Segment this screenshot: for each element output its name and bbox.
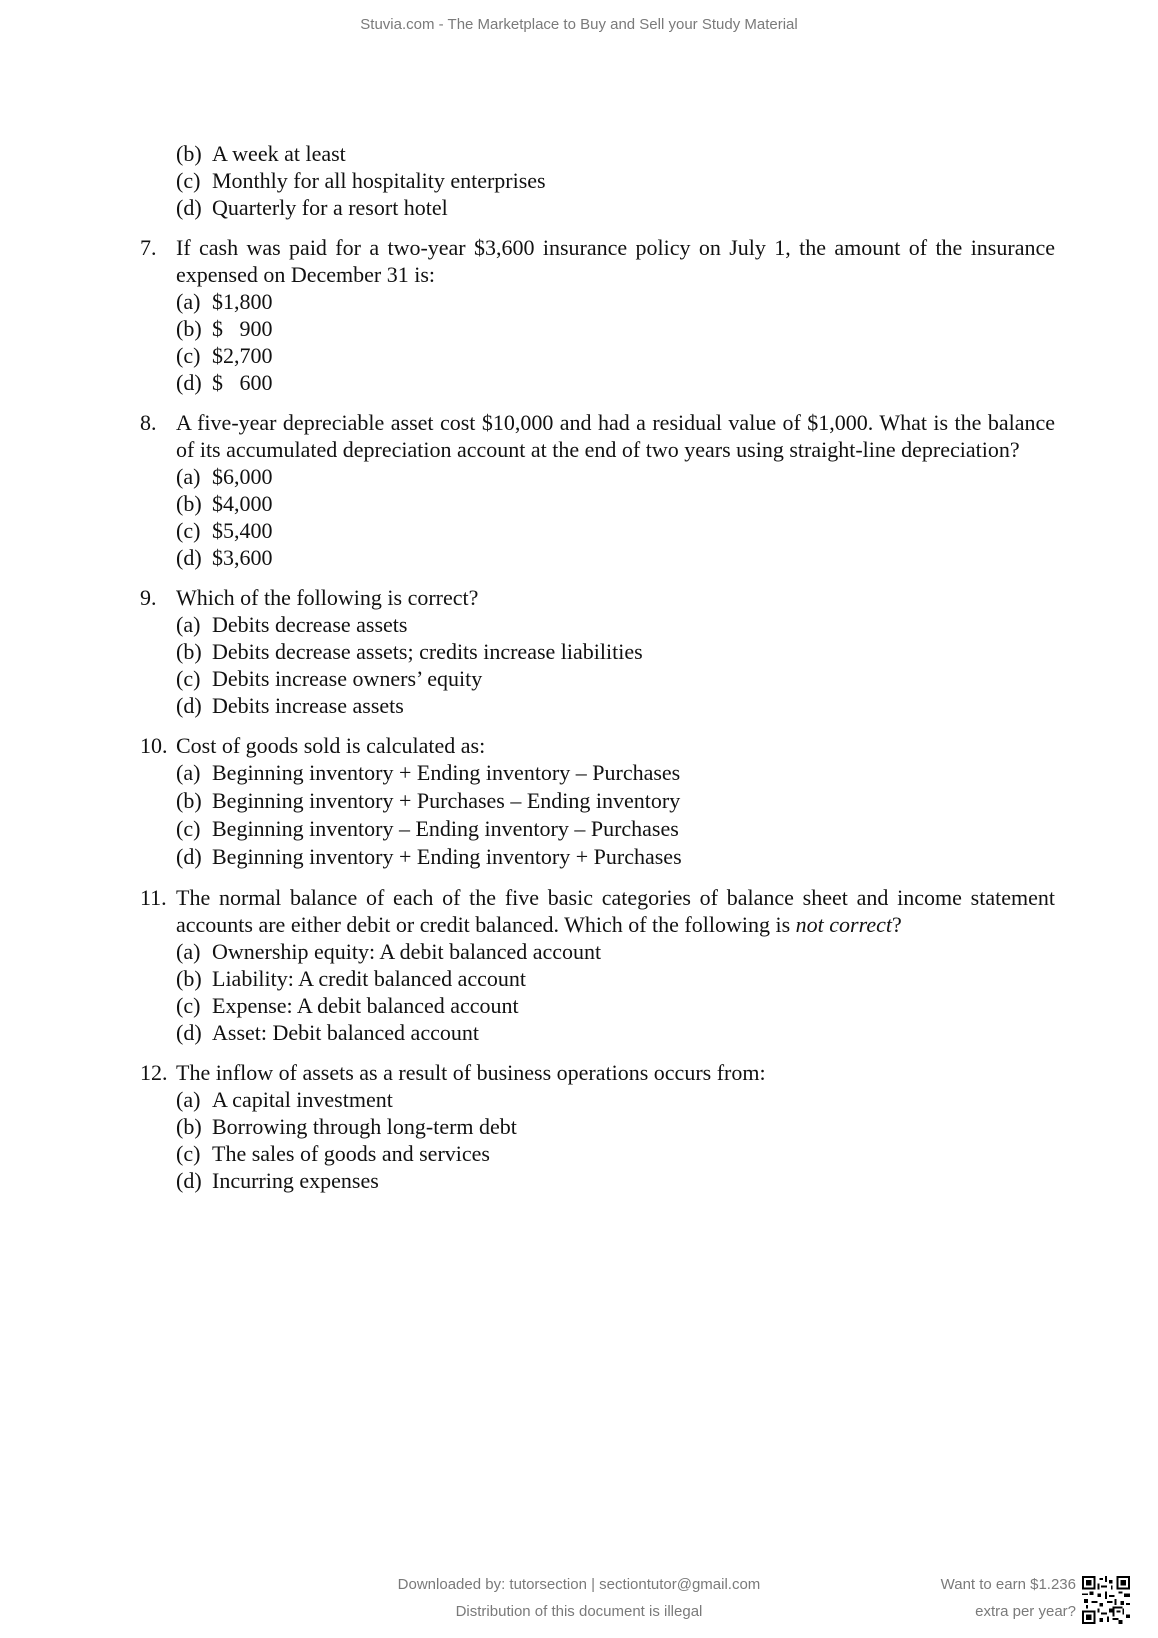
- question-stem: [176, 884, 1055, 938]
- option-label: (b): [176, 491, 202, 516]
- option-text: Beginning inventory + Purchases – Ending inventory: [212, 788, 681, 813]
- option-label: (a): [176, 939, 201, 964]
- option-text: Monthly for all hospitality enterprises: [212, 168, 546, 193]
- option-text: $5,400: [212, 518, 273, 543]
- option: [176, 759, 1055, 787]
- downloaded-by-text: Downloaded by: tutorsection | sectiontutor@gmail.com: [397, 1576, 761, 1593]
- page-footer: [0, 1576, 1158, 1636]
- option: [176, 288, 1055, 315]
- page-header: Stuvia.com - The Marketplace to Buy and Sell your Study Material: [360, 16, 798, 33]
- question-10: [140, 732, 1055, 871]
- option-label: (d): [176, 1020, 202, 1045]
- option-label: (c): [176, 1141, 201, 1166]
- option-text: Incurring expenses: [212, 1168, 379, 1193]
- option: [176, 692, 1055, 719]
- option-text: Debits decrease assets: [212, 612, 408, 637]
- option-text: $1,800: [212, 289, 273, 314]
- option-text: $2,700: [212, 343, 273, 368]
- option-text: Debits decrease assets; credits increase liabilities: [212, 639, 643, 664]
- option: [176, 638, 1055, 665]
- option-text: A capital investment: [212, 1087, 393, 1112]
- option: [176, 315, 1055, 342]
- option: [176, 938, 1055, 965]
- option: [176, 992, 1055, 1019]
- option-label: (b): [176, 788, 202, 813]
- question-12: [140, 1059, 1055, 1194]
- option-text: $ 900: [212, 316, 273, 341]
- option-label: (b): [176, 639, 202, 664]
- option: [176, 544, 1055, 571]
- option-label: (a): [176, 612, 201, 637]
- option-text: Asset: Debit balanced account: [212, 1020, 479, 1045]
- option-label: (b): [176, 966, 202, 991]
- option-text: $3,600: [212, 545, 273, 570]
- option: [176, 1086, 1055, 1113]
- option-text: A week at least: [212, 141, 346, 166]
- option-label: (c): [176, 518, 201, 543]
- option-label: (c): [176, 816, 201, 841]
- option-label: (d): [176, 370, 202, 395]
- option: [176, 463, 1055, 490]
- option: [176, 815, 1055, 843]
- option: [176, 1140, 1055, 1167]
- option-label: (b): [176, 316, 202, 341]
- stem-text: The normal balance of each of the five basic categories of balance sheet and income statement accounts are either debit or credit balanced. Which of the following is: [176, 885, 1055, 937]
- option: [176, 787, 1055, 815]
- option: [176, 1113, 1055, 1140]
- question-number: 9.: [140, 585, 157, 610]
- option-text: Beginning inventory + Ending inventory – Purchases: [212, 760, 681, 785]
- option: [176, 1167, 1055, 1194]
- option: [176, 843, 1055, 871]
- question-11: [140, 884, 1055, 1046]
- option-label: (d): [176, 1168, 202, 1193]
- option-label: (b): [176, 1114, 202, 1139]
- question-number: 11.: [140, 885, 167, 910]
- question-stem: Cost of goods sold is calculated as:: [176, 733, 486, 758]
- option-text: $6,000: [212, 464, 273, 489]
- question-8: [140, 409, 1055, 571]
- continued-options: [140, 140, 1055, 221]
- option-text: The sales of goods and services: [212, 1141, 490, 1166]
- option-text: Expense: A debit balanced account: [212, 993, 519, 1018]
- option-text: Ownership equity: A debit balanced account: [212, 939, 602, 964]
- question-stem: If cash was paid for a two-year $3,600 insurance policy on July 1, the amount of the insurance expensed on December 31 is:: [176, 235, 1055, 287]
- option: [176, 665, 1055, 692]
- promo-link-line1[interactable]: Want to earn $1.236: [940, 1576, 1076, 1593]
- option-label: (a): [176, 464, 201, 489]
- distribution-notice: Distribution of this document is illegal: [455, 1603, 703, 1620]
- option-label: (c): [176, 993, 201, 1018]
- option: [176, 369, 1055, 396]
- option-label: (b): [176, 141, 202, 166]
- question-stem: Which of the following is correct?: [176, 585, 479, 610]
- option-text: $ 600: [212, 370, 273, 395]
- option-label: (d): [176, 195, 202, 220]
- option-label: (c): [176, 343, 201, 368]
- option-label: (d): [176, 545, 202, 570]
- question-stem: The inflow of assets as a result of business operations occurs from:: [176, 1060, 766, 1085]
- option: [176, 611, 1055, 638]
- question-number: 8.: [140, 410, 157, 435]
- option-label: (c): [176, 168, 201, 193]
- option-text: Beginning inventory – Ending inventory – Purchases: [212, 816, 679, 841]
- option-label: (a): [176, 289, 201, 314]
- option: [176, 342, 1055, 369]
- option-label: (c): [176, 666, 201, 691]
- option-text: Quarterly for a resort hotel: [212, 195, 448, 220]
- document-body: [140, 140, 1055, 1194]
- option: [176, 1019, 1055, 1046]
- question-7: [140, 234, 1055, 396]
- option: [176, 140, 1055, 167]
- question-number: 12.: [140, 1060, 168, 1085]
- stem-emphasis: not correct: [795, 912, 892, 937]
- option: [176, 194, 1055, 221]
- promo-link-line2[interactable]: extra per year?: [975, 1603, 1076, 1620]
- option-label: (d): [176, 844, 202, 869]
- option-text: Debits increase assets: [212, 693, 404, 718]
- question-9: [140, 584, 1055, 719]
- option: [176, 965, 1055, 992]
- question-stem: A five-year depreciable asset cost $10,000 and had a residual value of $1,000. What is the balance of its accumulated depreciation account at the end of two years using straight-line depreciation?: [176, 410, 1055, 462]
- qr-code-icon[interactable]: [1082, 1576, 1130, 1624]
- option: [176, 517, 1055, 544]
- option: [176, 490, 1055, 517]
- question-number: 10.: [140, 733, 168, 758]
- option-label: (d): [176, 693, 202, 718]
- option: [176, 167, 1055, 194]
- option-text: $4,000: [212, 491, 273, 516]
- option-label: (a): [176, 760, 201, 785]
- option-text: Debits increase owners’ equity: [212, 666, 483, 691]
- option-text: Liability: A credit balanced account: [212, 966, 526, 991]
- option-label: (a): [176, 1087, 201, 1112]
- option-text: Beginning inventory + Ending inventory + Purchases: [212, 844, 682, 869]
- stem-text-end: ?: [891, 912, 902, 937]
- question-number: 7.: [140, 235, 157, 260]
- option-text: Borrowing through long-term debt: [212, 1114, 517, 1139]
